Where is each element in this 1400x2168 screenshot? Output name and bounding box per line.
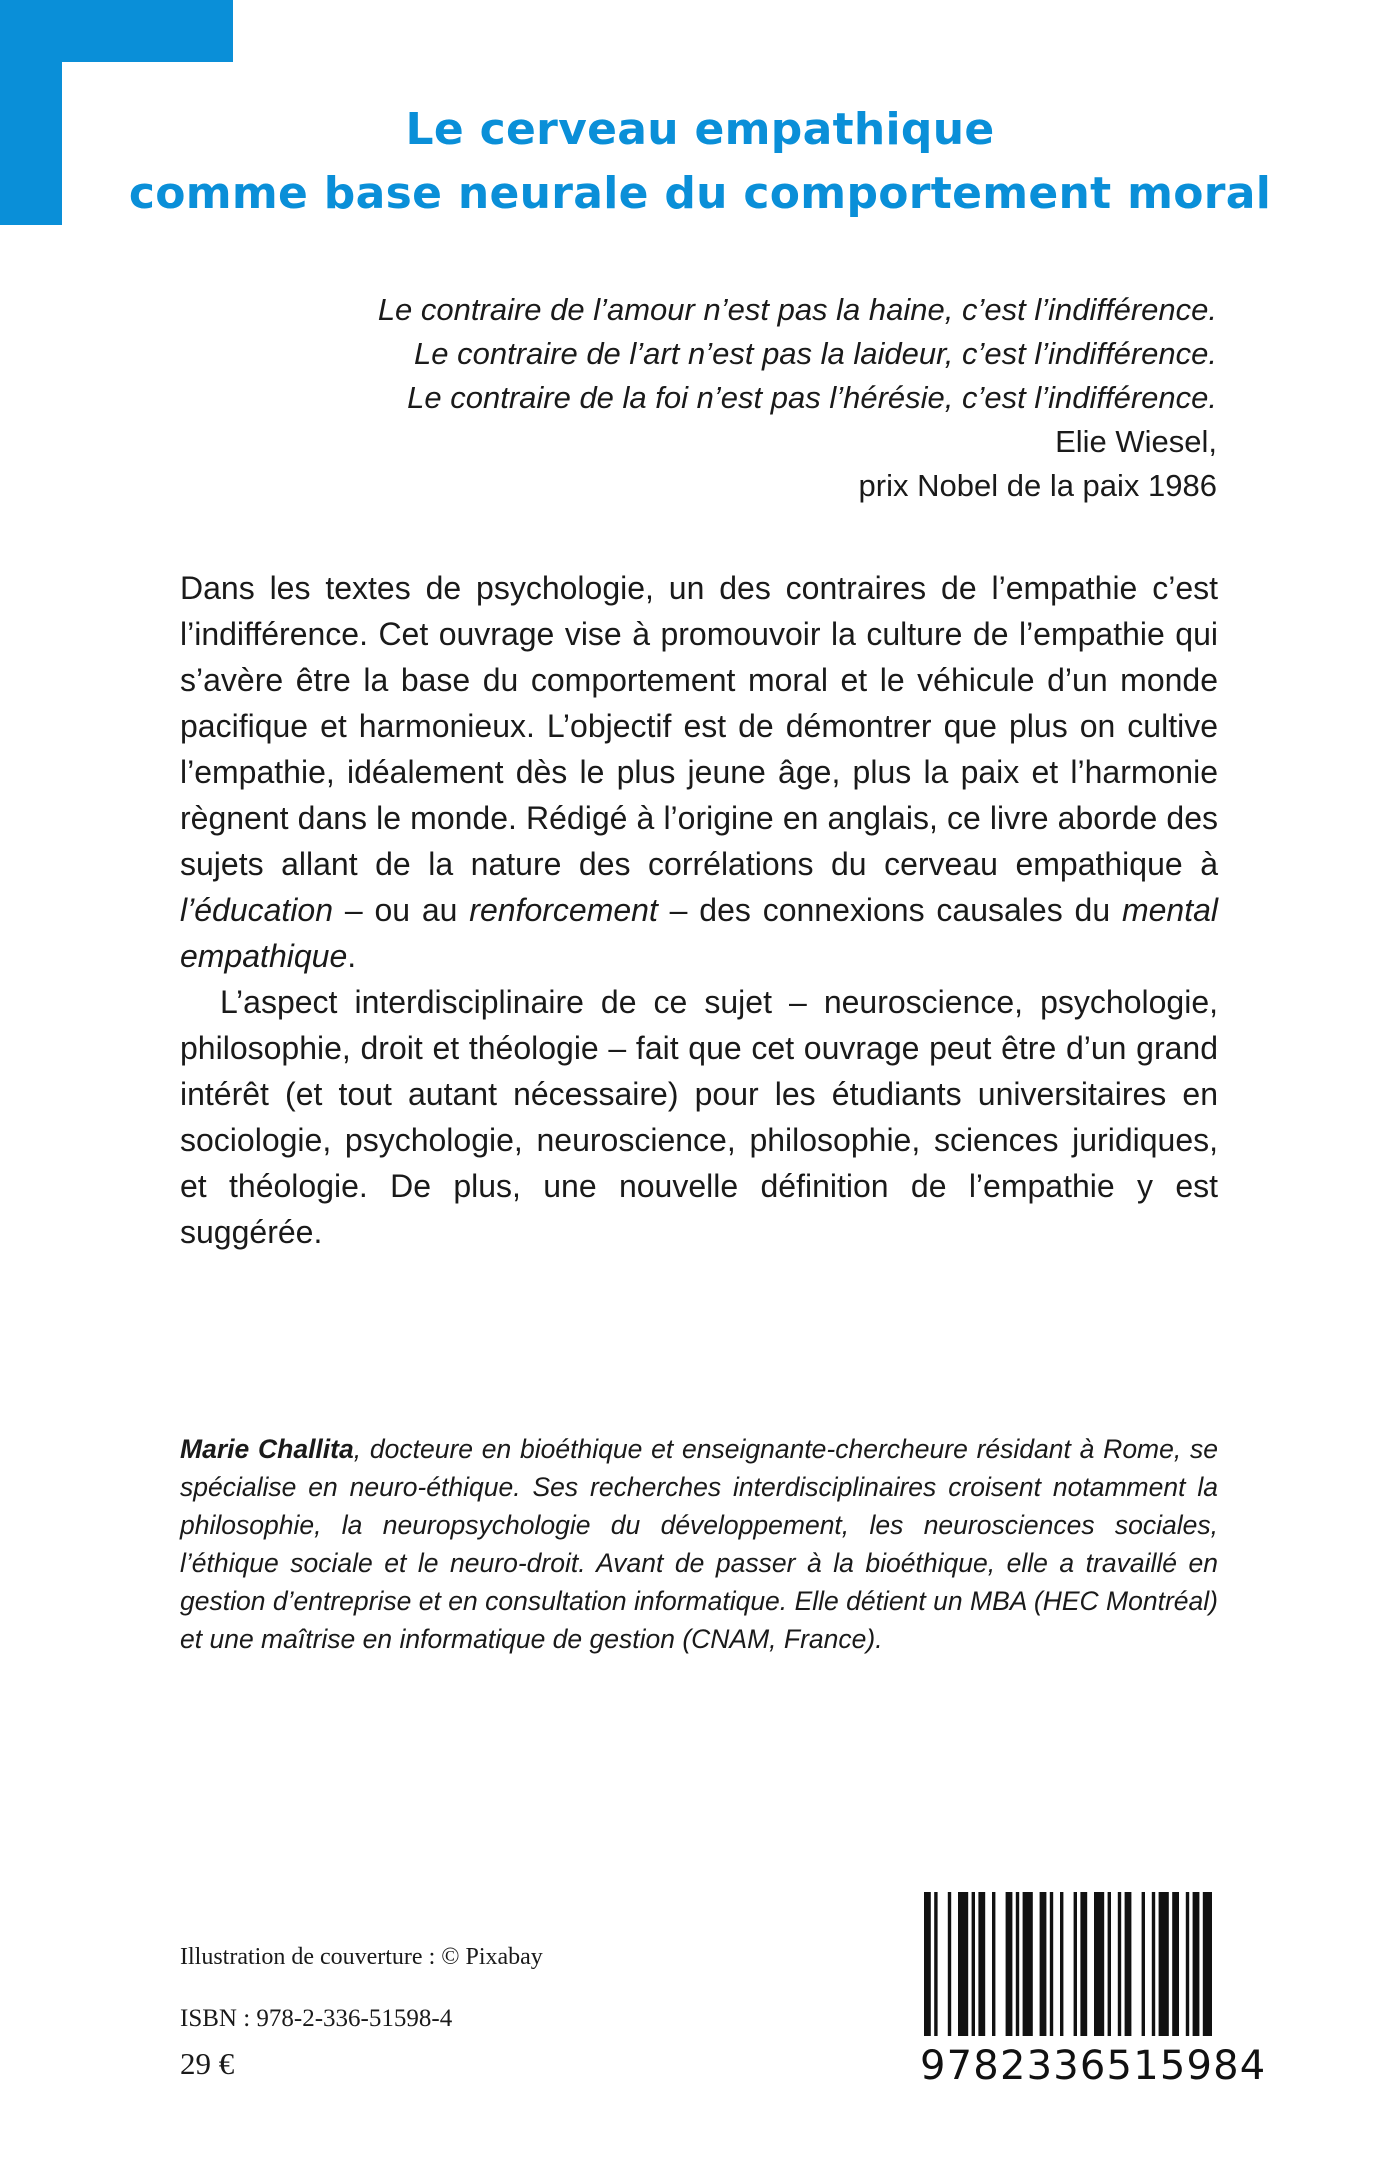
summary-paragraph-1: Dans les textes de psychologie, un des contraires de l’empathie c’est l’indifférence. Cet ouvrage vise à promouvoir la culture de l’empathie qui s’avère être la base du comportement moral et le véhicule d’un monde pacifique et harmonieux. L’objectif est de démontrer que plus on cultive l’empathie, idéalement dès le plus jeune âge, plus la paix et l’harmonie règnent dans le monde. Rédigé à l’origine en anglais, ce livre aborde des sujets allant de la nature des corrélations du cerveau empathique à l’éducation – ou au renforcement – des connexions causales du mental empathique. [180, 570, 1219, 974]
title-line-2: comme base neurale du comportement moral [128, 168, 1272, 219]
barcode-digits: 9782336515984 [920, 2036, 1218, 2096]
illustration-credit: Illustration de couverture : © Pixabay [180, 1944, 543, 1970]
book-title [0, 98, 1400, 226]
summary-paragraph-2: L’aspect interdisciplinaire de ce sujet – neuroscience, psychologie, philosophie, droit et théologie – fait que cet ouvrage peut être d’un grand intérêt (et tout autant nécessaire) pour les étudiants universitaires en sociologie, psychologie, neuroscience, philosophie, sciences juridiques, et théologie. De plus, une nouvelle définition de l’empathie y est suggérée. [180, 984, 1218, 1250]
author-bio-text: , docteure en bioéthique et enseignante-chercheure résidant à Rome, se spécialise en neuro-éthique. Ses recherches interdisciplinaires croisent notamment la philosophie, la neuropsychologie du développement, les neurosciences sociales, l’éthique sociale et le neuro-droit. Avant de passer à la bioéthique, elle a travaillé en gestion d’entreprise et en consultation informatique. Elle détient un MBA (HEC Montréal) et une maîtrise en informatique de gestion (CNAM, France). [180, 1434, 1218, 1654]
title-line-1: Le cerveau empathique [405, 104, 995, 155]
price-label: 29 € [180, 2046, 235, 2081]
author-bio [180, 1430, 1218, 1658]
epigraph-line: Le contraire de l’amour n’est pas la haine, c’est l’indifférence. [377, 292, 1217, 327]
epigraph-line: Le contraire de l’art n’est pas la laideur, c’est l’indifférence. [414, 336, 1217, 371]
epigraph-line: Le contraire de la foi n’est pas l’hérésie, c’est l’indifférence. [407, 380, 1217, 415]
author-name: Marie Challita [180, 1434, 354, 1464]
epigraph-author: Elie Wiesel, [1055, 424, 1217, 459]
summary-text [180, 565, 1218, 1255]
epigraph-author-note: prix Nobel de la paix 1986 [858, 468, 1217, 503]
epigraph [378, 288, 1217, 508]
barcode [920, 1892, 1267, 2095]
isbn-label: ISBN : 978-2-336-51598-4 [180, 2005, 453, 2032]
